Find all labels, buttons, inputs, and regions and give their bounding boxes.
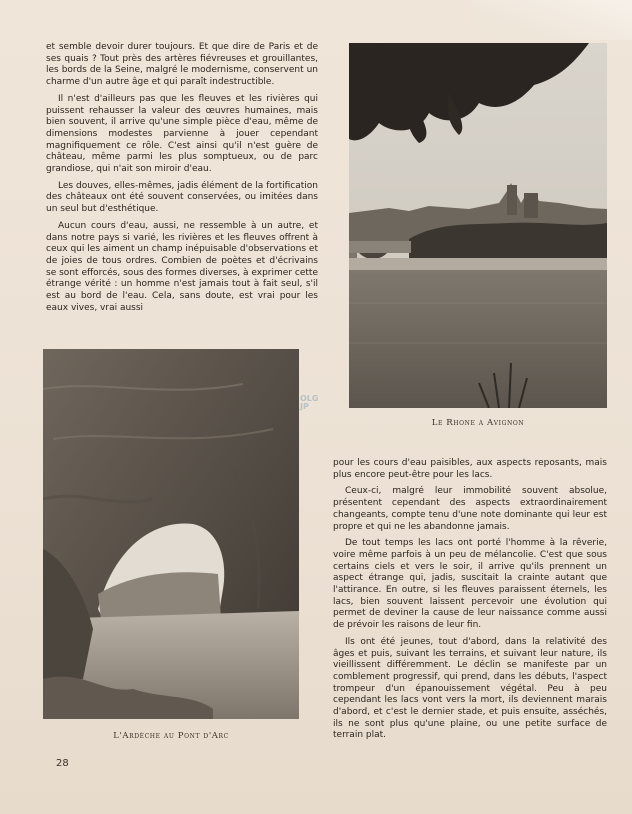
watermark-stamp: [300, 395, 336, 419]
caption-rhone-avignon: Le Rhone a Avignon: [431, 418, 525, 428]
left-text-column: [46, 42, 318, 319]
photo-rhone-avignon-illustration: [349, 43, 607, 408]
paragraph: Ceux-ci, malgré leur immobilité souvent absolue, présentent cependant des aspects extraordinairement changeants, compte tenu d'une note dominante qui leur est propre et qui ne les abandonne jamais.: [333, 486, 607, 532]
paragraph: Aucun cours d'eau, aussi, ne ressemble à un autre, et dans notre pays si varié, les rivières et les fleuves offrent à ceux qui les aiment un champ inépuisable d'observations et de joies de tous ordres. Combien de poètes et d'écrivains se sont efforcés, sous des formes diverses, à exprimer cette étrange vérité : un homme n'est jamais tout à fait seul, s'il est au bord de l'eau. Cela, sans doute, est vrai pour les eaux vives, vrai aussi: [46, 220, 318, 313]
page-fold-corner: [472, 0, 632, 40]
stamp-line: OLG: [300, 394, 319, 403]
caption-ardeche-pont-arc: L'Ardèche au Pont d'Arc: [113, 731, 229, 741]
right-text-column: [333, 458, 607, 747]
photo-rhone-avignon: [349, 43, 607, 408]
paragraph: pour les cours d'eau paisibles, aux aspects reposants, mais plus encore peut-être pour les lacs.: [333, 458, 607, 480]
paragraph: Les douves, elles-mêmes, jadis élément de la fortification des châteaux ont été souvent conservées, ou imitées dans un seul but d'esthétique.: [46, 180, 318, 215]
paragraph: Il n'est d'ailleurs pas que les fleuves et les rivières qui puissent rehausser la valeur des œuvres humaines, mais bien souvent, il arrive qu'une simple pièce d'eau, même de dimensions modestes parvienne à jouer cependant magnifiquement ce rôle. C'est ainsi qu'il n'est guère de château, même parmi les plus somptueux, ou de parc grandiose, qui n'ait son miroir d'eau.: [46, 93, 318, 175]
paragraph: et semble devoir durer toujours. Et que dire de Paris et de ses quais ? Tout près des artères fiévreuses et grouillantes, les bords de la Seine, malgré le modernisme, conservent un charme d'un autre âge et qui paraît indestructible.: [46, 42, 318, 88]
photo-ardeche-pont-arc: [43, 349, 299, 719]
stamp-line: JP: [300, 402, 309, 411]
page-number: 28: [56, 758, 69, 769]
paragraph: Ils ont été jeunes, tout d'abord, dans la relativité des âges et puis, suivant les terrains, et suivant leur nature, ils vieillissent différemment. Le déclin se manifeste par un comblement progressif, qui prend, dans les débuts, l'aspect trompeur d'un épanouissement végétal. Peu à peu cependant les lacs vont vers la mort, ils deviennent marais d'abord, et c'est le dernier stade, et puis ensuite, asséchés, ils ne sont plus qu'une plaine, ou une petite surface de terrain plat.: [333, 636, 607, 741]
photo-ardeche-pont-arc-illustration: [43, 349, 299, 719]
paragraph: De tout temps les lacs ont porté l'homme à la rêverie, voire même parfois à un peu de mélancolie. C'est que sous certains ciels et vers le soir, il arrive qu'ils prennent un aspect étrange qui, jadis, suscitait la crainte autant que l'attirance. En outre, si les fleuves paraissent éternels, les lacs, bien souvent laissent percevoir une évolution qui permet de deviner la cause de leur naissance comme aussi de prévoir les raisons de leur fin.: [333, 538, 607, 631]
